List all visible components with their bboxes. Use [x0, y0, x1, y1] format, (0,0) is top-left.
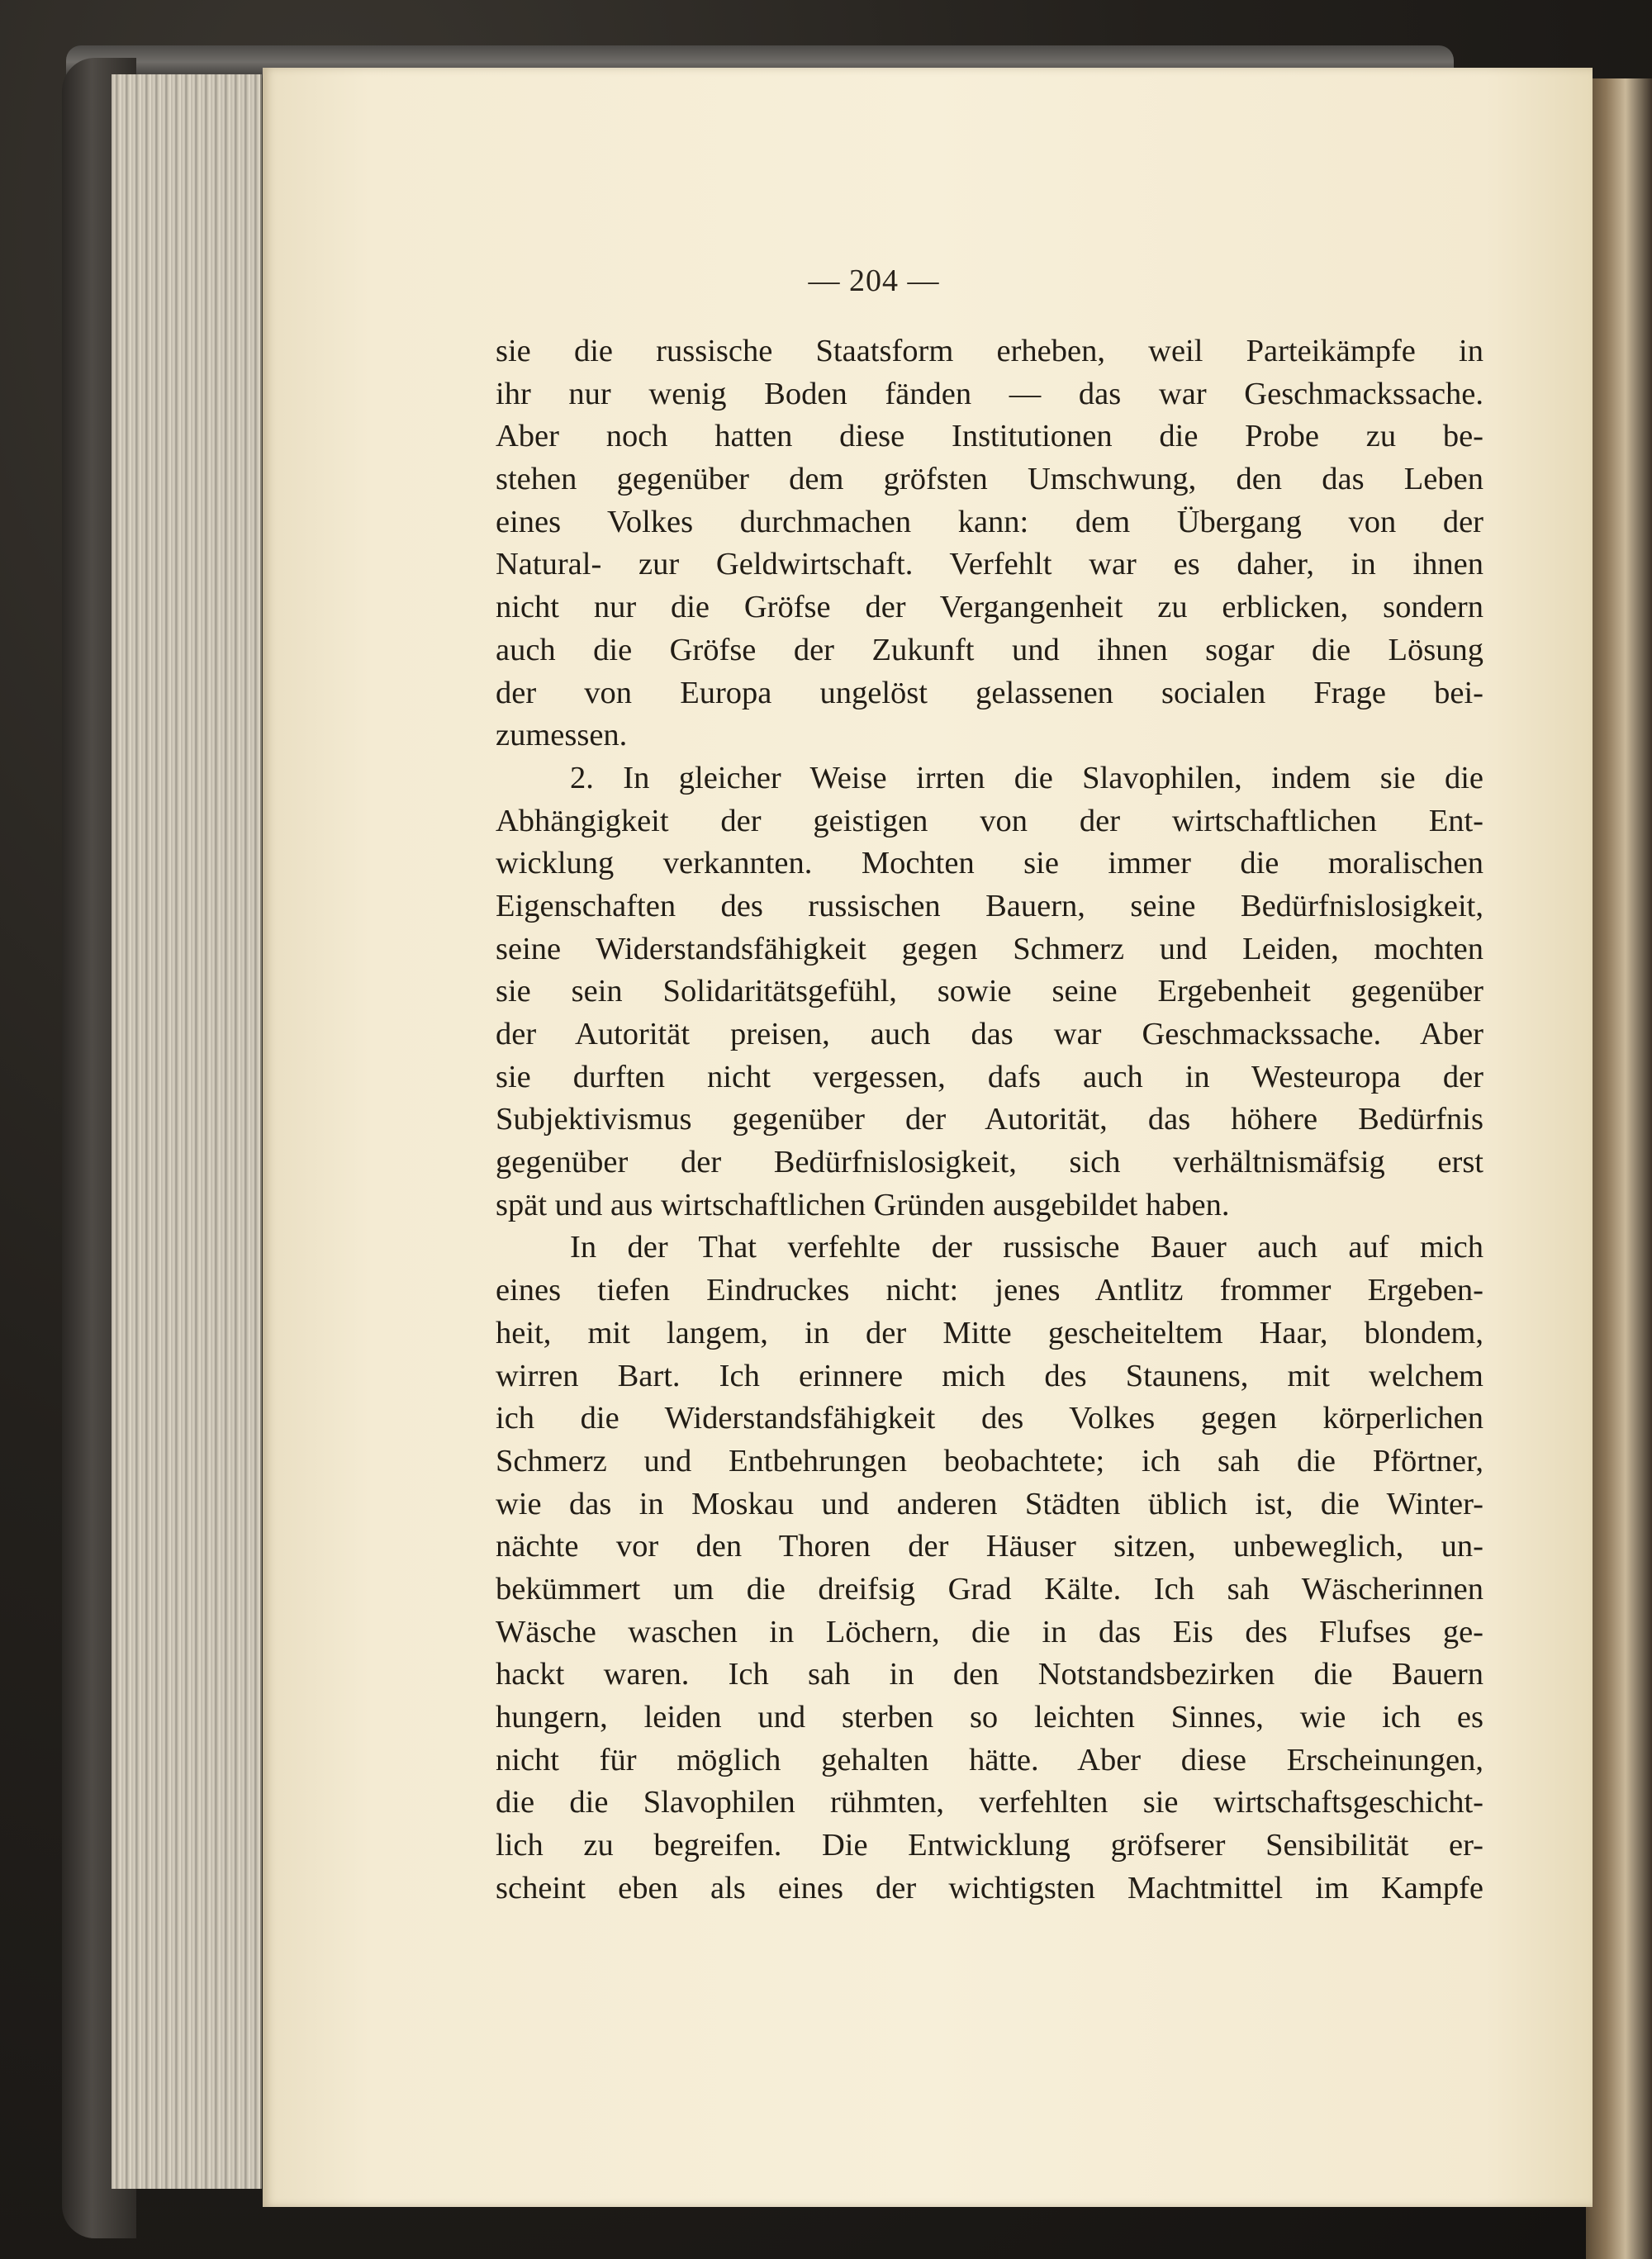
text-line: Schmerz und Entbehrungen beobachtete; ich sah die Pförtner,	[496, 1443, 1483, 1478]
text-line: Abhängigkeit der geistigen von der wirtschaftlichen Ent-	[496, 803, 1483, 838]
text-line: auch die Gröfse der Zukunft und ihnen sogar die Lösung	[496, 632, 1483, 667]
text-line: wicklung verkannten. Mochten sie immer die moralischen	[496, 846, 1483, 881]
text-line: gegenüber der Bedürfnislosigkeit, sich verhältnismäfsig erst	[496, 1145, 1483, 1180]
paragraph-start-line: In der That verfehlte der russische Bauer auch auf mich	[570, 1230, 1483, 1265]
text-line: seine Widerstandsfähigkeit gegen Schmerz und Leiden, mochten	[496, 931, 1483, 966]
text-line: nicht nur die Gröfse der Vergangenheit zu erblicken, sondern	[496, 590, 1483, 625]
text-line: eines Volkes durchmachen kann: dem Übergang von der	[496, 504, 1483, 539]
text-line: sie sein Solidaritätsgefühl, sowie seine Ergebenheit gegenüber	[496, 974, 1483, 1009]
text-line: Natural- zur Geldwirtschaft. Verfehlt war es daher, in ihnen	[496, 547, 1483, 582]
text-line: bekümmert um die dreifsig Grad Kälte. Ich sah Wäscherinnen	[496, 1571, 1483, 1606]
text-line: der Autorität preisen, auch das war Geschmackssache. Aber	[496, 1017, 1483, 1051]
text-line: wie das in Moskau und anderen Städten üblich ist, die Winter-	[496, 1486, 1483, 1521]
text-line: wirren Bart. Ich erinnere mich des Staunens, mit welchem	[496, 1358, 1483, 1393]
page-number	[0, 263, 1652, 299]
text-line: scheint eben als eines der wichtigsten Machtmittel im Kampfe	[496, 1870, 1483, 1905]
text-line: Wäsche waschen in Löchern, die in das Eis des Flufses ge-	[496, 1614, 1483, 1649]
text-line: hackt waren. Ich sah in den Notstandsbezirken die Bauern	[496, 1657, 1483, 1692]
text-line: nicht für möglich gehalten hätte. Aber diese Erscheinungen,	[496, 1742, 1483, 1777]
page-number-text: — 204 —	[808, 263, 940, 298]
text-line: hungern, leiden und sterben so leichten Sinnes, wie ich es	[496, 1700, 1483, 1735]
text-line: Eigenschaften des russischen Bauern, seine Bedürfnislosigkeit,	[496, 888, 1483, 923]
text-line: stehen gegenüber dem gröfsten Umschwung, den das Leben	[496, 462, 1483, 497]
text-line: zumessen.	[496, 718, 628, 753]
text-line: Subjektivismus gegenüber der Autorität, das höhere Bedürfnis	[496, 1102, 1483, 1137]
text-line: sie die russische Staatsform erheben, weil Parteikämpfe in	[496, 334, 1483, 368]
text-line: lich zu begreifen. Die Entwicklung gröfserer Sensibilität er-	[496, 1828, 1483, 1863]
body-text	[496, 330, 1483, 1910]
text-line: spät und aus wirtschaftlichen Gründen ausgebildet haben.	[496, 1187, 1230, 1222]
text-line: der von Europa ungelöst gelassenen socialen Frage bei-	[496, 675, 1483, 710]
text-line: ich die Widerstandsfähigkeit des Volkes gegen körperlichen	[496, 1401, 1483, 1436]
text-line: eines tiefen Eindruckes nicht: jenes Antlitz frommer Ergeben-	[496, 1273, 1483, 1308]
text-line: ihr nur wenig Boden fänden — das war Geschmackssache.	[496, 376, 1483, 411]
paragraph-start-line: 2. In gleicher Weise irrten die Slavophilen, indem sie die	[570, 760, 1483, 795]
text-line: nächte vor den Thoren der Häuser sitzen, unbeweglich, un-	[496, 1529, 1483, 1564]
book-right-edge	[1586, 78, 1652, 2259]
text-line: Aber noch hatten diese Institutionen die Probe zu be-	[496, 419, 1483, 454]
text-line: heit, mit langem, in der Mitte gescheiteltem Haar, blondem,	[496, 1315, 1483, 1350]
text-line: die die Slavophilen rühmten, verfehlten sie wirtschaftsgeschicht-	[496, 1785, 1483, 1820]
text-line: sie durften nicht vergessen, dafs auch in Westeuropa der	[496, 1059, 1483, 1094]
stacked-page-edges	[112, 74, 262, 2189]
